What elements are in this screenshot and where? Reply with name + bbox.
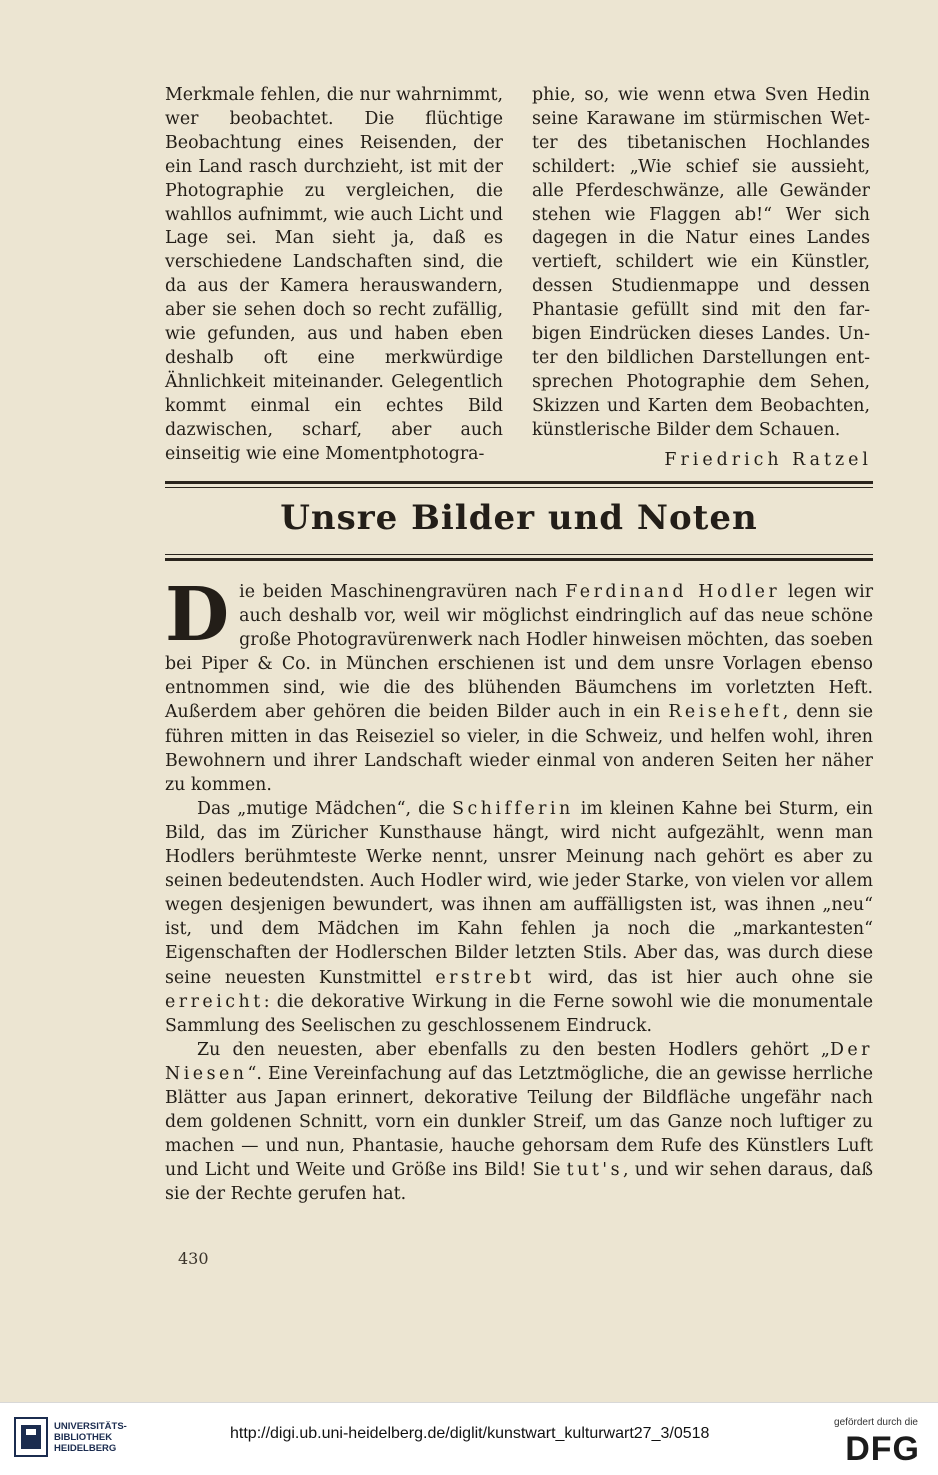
bottom-rule-thin <box>165 554 873 555</box>
sponsor-label: gefördert durch die <box>834 1417 918 1428</box>
page-number: 430 <box>178 1249 209 1268</box>
p2-text-d: : die dekorative Wirkung in die Ferne sowohl wie die monumentale Sammlung des Seelischen zu geschlossenem Eindruck. <box>165 991 873 1036</box>
p3-text-a: Zu den neuesten, aber ebenfalls zu den besten Hodlers gehört „ <box>197 1039 830 1060</box>
article-body <box>165 572 874 1206</box>
p2-spaced-3: erreicht <box>165 991 264 1012</box>
paragraph-1 <box>165 572 874 797</box>
source-url-link[interactable]: http://digi.ub.uni-heidelberg.de/diglit/kunstwart_kulturwart27_3/0518 <box>230 1425 710 1442</box>
p3-text-b: “. Eine Vereinfachung auf das Letztmögliche, die an gewisse herrliche Blätter aus Japan erinnert, dekorative Teilung der Bildfläche ungefähr nach dem goldenen Schnitt, vorn ein dunkler Streif, um das Ganze noch luftiger zu machen — und nun, Phantasie, hauche gehorsam dem Rufe des Künstlers Luft und Licht und Weite und Größe ins Bild! Sie <box>165 1063 873 1181</box>
column-right-text: phie, so, wie wenn etwa Sven Hedin seine Karawane im stürmischen Wetter des tibetanischen Hochlandes schildert: „Wie schief sie aussieht, alle Pferdeschwänze, alle Gewänder stehen wie Flaggen ab!“ Wer sich dagegen in die Natur eines Landes vertieft, schildert wie ein Künstler, dessen Studienmappe und dessen Phantasie gefüllt sind mit den farbigen Eindrücken dieses Landes. Unter den bildlichen Darstellungen entsprechen Photographie dem Sehen, Skizzen und Karten dem Beobachten, künstlerische Bilder dem Schauen. <box>532 85 870 440</box>
p2-text-c: wird, das ist hier auch ohne sie <box>534 967 873 988</box>
paragraph-2 <box>165 797 873 1038</box>
dfg-logo: DFG <box>845 1430 920 1468</box>
p1-text-a: ie beiden Maschinengravüren nach <box>239 582 566 602</box>
library-name: UNIVERSITÄTS- BIBLIOTHEK HEIDELBERG <box>54 1421 127 1454</box>
drop-cap: D <box>165 572 230 658</box>
p1-text-c: , denn sie führen mitten in das Reiseziel so vieler, in die Schweiz, und helfen wohl, ihren Bewohnern und ihrer Landschaft wieder einmal von anderen Seiten her näher zu kommen. <box>165 702 874 795</box>
p3-spaced-2: tut's <box>566 1160 624 1181</box>
library-seal-icon <box>14 1417 48 1457</box>
p3-text-c: , und wir sehen daraus, daß sie der Rechte gerufen hat. <box>165 1160 873 1205</box>
column-right <box>532 84 870 443</box>
p1-text-b: legen wir auch deshalb vor, weil wir möglichst eindringlich auf das neue schöne große Photogravürenwerk nach Hodler hinweisen möchten, das soeben bei Piper & Co. in München erschienen ist und dem unsre Vorlagen ebenso entnommen sind, wie die des blühenden Bäumchens im vorletzten Heft. Außerdem aber gehören die beiden Bilder auch in ein <box>165 582 874 723</box>
p1-spaced: Reiseheft <box>668 702 783 723</box>
p2-spaced: Schifferin <box>452 798 574 819</box>
p3-spaced: Der Niesen <box>165 1039 873 1084</box>
p2-text-a: Das „mutige Mädchen“, die <box>197 798 453 819</box>
column-left <box>165 84 503 467</box>
paragraph-3 <box>165 1038 873 1207</box>
p1-name: Ferdinand Hodler <box>565 582 781 602</box>
bottom-rule-thick <box>165 558 873 561</box>
column-left-text: Merkmale fehlen, die nur wahrnimmt, wer beobachtet. Die flüchtige Beobachtung eines Reisenden, der ein Land rasch durchzieht, ist mit der Photographie zu vergleichen, die wahllos aufnimmt, wie auch Licht und Lage sei. Man sieht ja, daß es verschiedene Landschaften sind, die da aus der Kamera herauswandern, aber sie sehen doch so recht zufällig, wie gefunden, aus und haben eben deshalb oft eine merkwürdige Ähnlichkeit miteinander. Gelegentlich kommt einmal ein echtes Bild dazwischen, scharf, aber auch einseitig wie eine Momentphotogra- <box>165 85 503 464</box>
author-signature: Friedrich Ratzel <box>664 450 872 470</box>
section-title: Unsre Bilder und Noten <box>280 498 758 538</box>
p2-spaced-2: erstrebt <box>435 967 535 988</box>
p2-text-b: im kleinen Kahne bei Sturm, ein Bild, das im Züricher Kunsthause hängt, wird nicht aufgezählt, wenn man Hodlers berühmteste Werke nennt, unsrer Meinung nach gehört es aber zu seinen bedeutendsten. Auch Hodler wird, wie jeder Starke, von vielen vor allem wegen desjenigen bewundert, was ihnen am auffälligsten ist, was ihnen „neu“ ist, und dem Mädchen im Kahn fehlen ja noch die „markantesten“ Eigenschaften der Hodlerschen Bilder letzten Stils. Aber das, was durch diese seine neuesten Kunstmittel <box>165 798 873 988</box>
top-rule-thick <box>165 481 873 484</box>
top-rule-thin <box>165 487 873 488</box>
footer-bar <box>0 1402 938 1475</box>
